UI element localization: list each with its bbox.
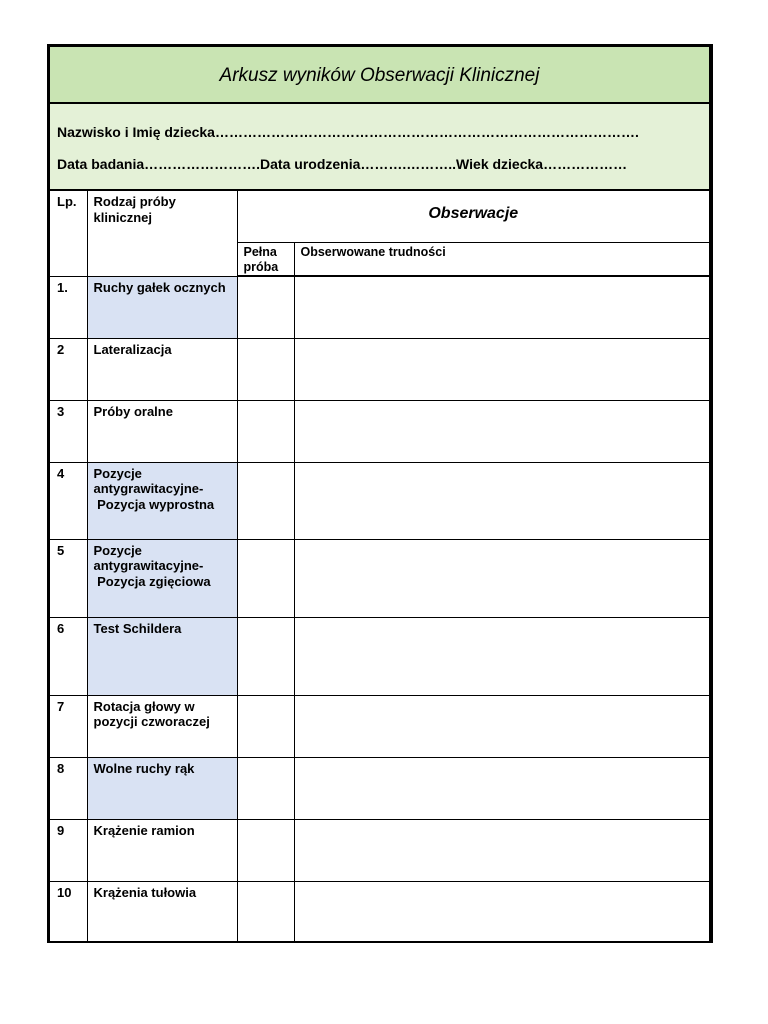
row-test-name-text: Ruchy gałek ocznych	[93, 279, 226, 295]
difficulties-cell[interactable]	[294, 881, 709, 942]
row-number: 1.	[50, 276, 87, 338]
full-test-cell[interactable]	[237, 617, 294, 695]
table-header-row-1	[50, 191, 709, 243]
difficulties-cell[interactable]	[294, 757, 709, 819]
row-number: 8	[50, 757, 87, 819]
row-test-name-text: Wolne ruchy rąk	[93, 760, 195, 776]
row-number: 4	[50, 462, 87, 539]
table-row	[50, 539, 709, 617]
full-test-cell[interactable]	[237, 695, 294, 757]
row-test-name	[87, 276, 237, 338]
header-full-test	[237, 243, 294, 277]
full-test-cell[interactable]	[237, 539, 294, 617]
difficulties-cell[interactable]	[294, 462, 709, 539]
title-band	[50, 47, 709, 104]
row-number: 6	[50, 617, 87, 695]
full-test-cell[interactable]	[237, 819, 294, 881]
row-test-name-text: Próby oralne	[93, 403, 173, 419]
row-test-name	[87, 617, 237, 695]
full-test-cell[interactable]	[237, 757, 294, 819]
row-test-name-text: Krążenie ramion	[93, 822, 195, 838]
row-test-name-text: Krążenia tułowia	[93, 884, 197, 900]
child-name-line: Nazwisko i Imię dziecka……………………………………………………………………………….	[57, 124, 639, 140]
table-row	[50, 757, 709, 819]
dates-age-line: Data badania…………………….Data urodzenia……….………..Wiek dziecka………………	[57, 156, 628, 172]
full-test-cell[interactable]	[237, 400, 294, 462]
row-test-name	[87, 462, 237, 539]
row-test-name	[87, 695, 237, 757]
row-number: 10	[50, 881, 87, 942]
difficulties-cell[interactable]	[294, 276, 709, 338]
row-test-name	[87, 338, 237, 400]
row-number: 5	[50, 539, 87, 617]
difficulties-cell[interactable]	[294, 695, 709, 757]
table-row	[50, 617, 709, 695]
row-test-name	[87, 539, 237, 617]
row-number: 3	[50, 400, 87, 462]
table-row	[50, 462, 709, 539]
row-test-name-text: Pozycje antygrawitacyjne- Pozycja wyprostna	[93, 465, 215, 512]
table-row	[50, 400, 709, 462]
header-observed-difficulties: Obserwowane trudności	[294, 243, 709, 277]
table-row	[50, 276, 709, 338]
row-test-name-text: Test Schildera	[93, 620, 182, 636]
row-number: 7	[50, 695, 87, 757]
row-test-name	[87, 881, 237, 942]
table-row	[50, 695, 709, 757]
difficulties-cell[interactable]	[294, 400, 709, 462]
row-number: 2	[50, 338, 87, 400]
results-table	[50, 190, 709, 942]
row-test-name-text: Rotacja głowy w pozycji czworaczej	[93, 698, 210, 729]
difficulties-cell[interactable]	[294, 819, 709, 881]
observation-sheet	[47, 44, 713, 943]
full-test-cell[interactable]	[237, 338, 294, 400]
row-test-name-text: Lateralizacja	[93, 341, 172, 357]
full-test-cell[interactable]	[237, 881, 294, 942]
header-test-type	[87, 191, 237, 277]
header-full-test-text: Pełna próba	[243, 245, 281, 274]
row-number: 9	[50, 819, 87, 881]
row-test-name	[87, 400, 237, 462]
table-row	[50, 338, 709, 400]
difficulties-cell[interactable]	[294, 617, 709, 695]
row-test-name	[87, 819, 237, 881]
patient-info-band	[50, 104, 709, 190]
header-observations: Obserwacje	[237, 191, 709, 243]
row-test-name	[87, 757, 237, 819]
header-lp: Lp.	[50, 191, 87, 277]
full-test-cell[interactable]	[237, 276, 294, 338]
table-row	[50, 819, 709, 881]
difficulties-cell[interactable]	[294, 338, 709, 400]
full-test-cell[interactable]	[237, 462, 294, 539]
difficulties-cell[interactable]	[294, 539, 709, 617]
sheet-title: Arkusz wyników Obserwacji Klinicznej	[219, 64, 540, 86]
row-test-name-text: Pozycje antygrawitacyjne- Pozycja zgięciowa	[93, 542, 211, 589]
table-row	[50, 881, 709, 942]
header-test-type-text: Rodzaj próby klinicznej	[93, 194, 180, 225]
